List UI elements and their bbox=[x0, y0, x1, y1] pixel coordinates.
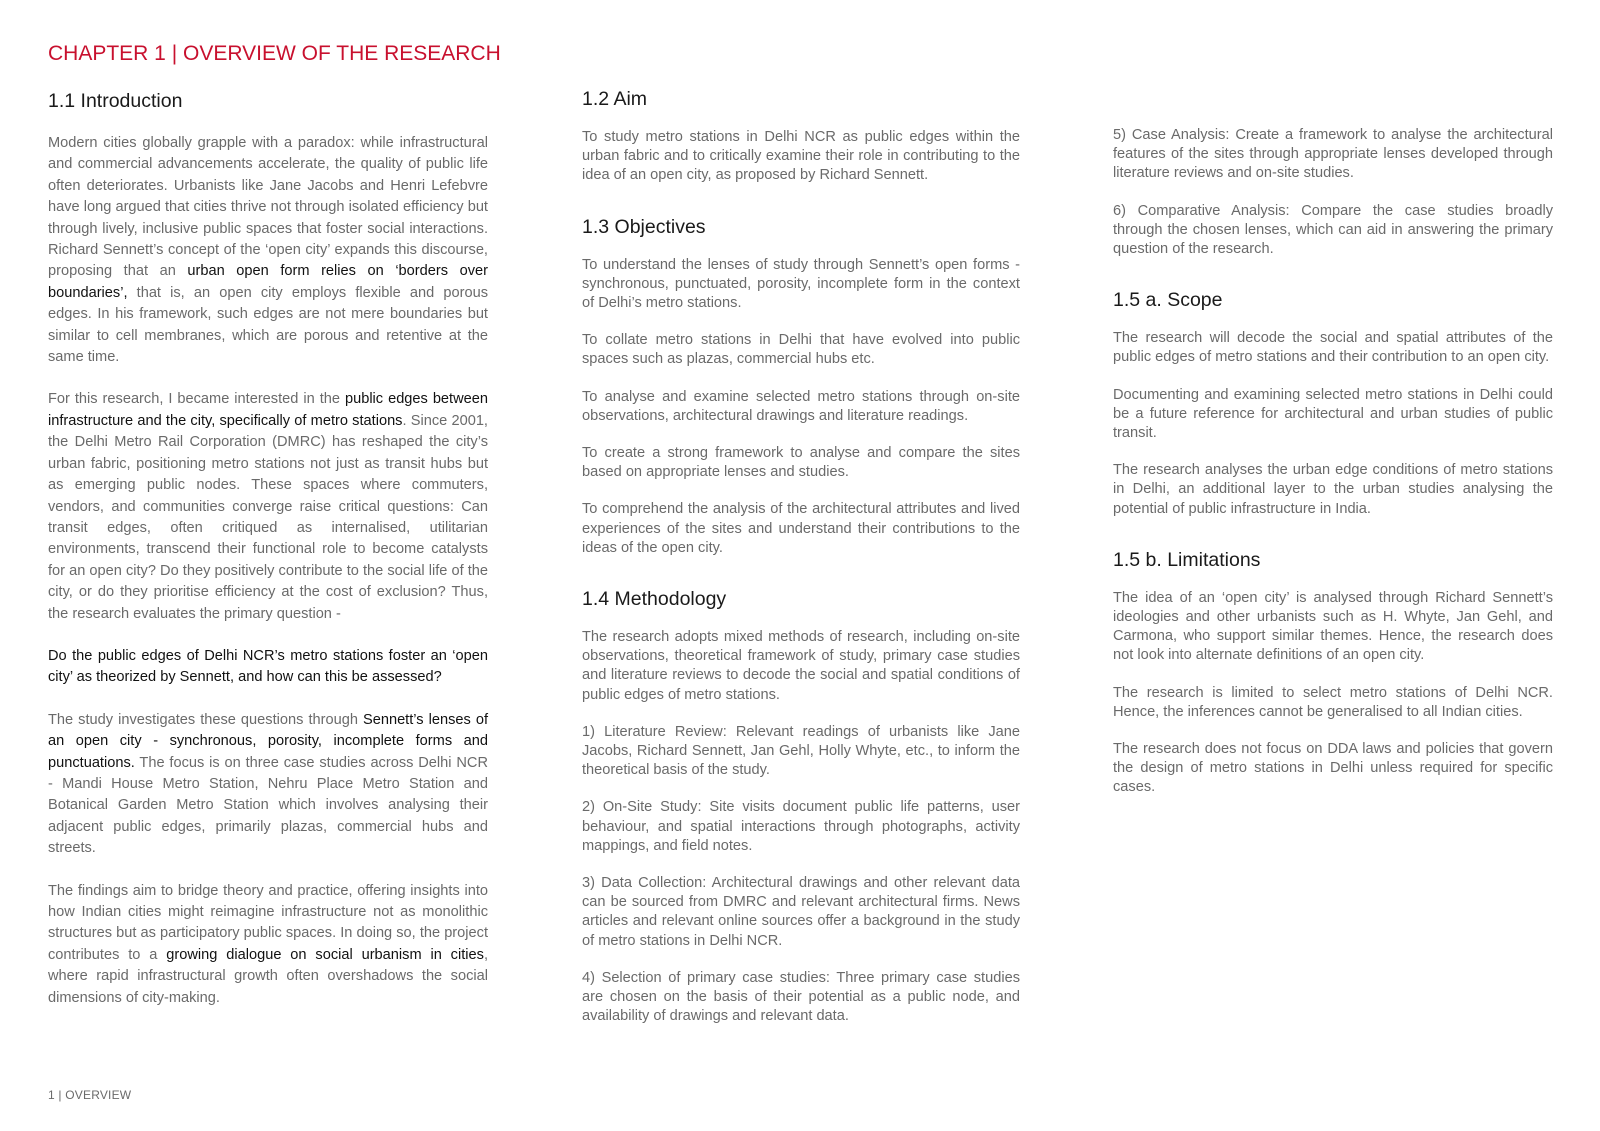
text-run: Modern cities globally grapple with a paradox: while infrastructural and commercial advancements accelerate, the quality of public life often deteriorates. Urbanists like Jane Jacobs and Henri Lefebvre have long argued that cities thrive not through isolated efficiency but through lively, inclusive public spaces that foster social interactions. Richard Sennett’s concept of the ‘open city’ expands this discourse, proposing that an bbox=[48, 135, 488, 280]
section-heading-introduction: 1.1 Introduction bbox=[48, 90, 183, 112]
column-aim-objectives-methodology bbox=[582, 88, 1020, 1027]
objective-item: To understand the lenses of study through Sennett’s open forms - synchronous, punctuated, porosity, incomplete form in the context of Delhi’s metro stations. bbox=[582, 256, 1020, 312]
intro-paragraph bbox=[48, 133, 488, 368]
methodology-item: The research adopts mixed methods of research, including on-site observations, theoretical framework of study, primary case studies and literature reviews to decode the social and spatial conditions of public edges of metro stations. bbox=[582, 629, 1020, 703]
page-footer: 1 | OVERVIEW bbox=[48, 1088, 132, 1102]
section-methodology bbox=[582, 588, 1020, 1026]
section-aim bbox=[582, 88, 1020, 186]
chapter-title: CHAPTER 1 | OVERVIEW OF THE RESEARCH bbox=[48, 42, 501, 65]
methodology-item: 2) On-Site Study: Site visits document public life patterns, user behaviour, and spatial interactions through photographs, activity mappings, and field notes. bbox=[582, 799, 1020, 854]
text-run: For this research, I became interested in the bbox=[48, 391, 345, 408]
limitation-item: The idea of an ‘open city’ is analysed through Richard Sennett’s ideologies and other urbanists such as H. Whyte, Jan Gehl, and Carmona, who support similar themes. Hence, the research does not look into alternate definitions of an open city. bbox=[1113, 589, 1553, 664]
emphasis-text: public edges between infrastructure and the city, specifically of metro stations bbox=[48, 391, 488, 429]
limitation-item: The research does not focus on DDA laws and policies that govern the design of metro stations in Delhi unless required for specific cases. bbox=[1113, 741, 1553, 796]
intro-paragraph bbox=[48, 389, 488, 624]
objective-item: To collate metro stations in Delhi that have evolved into public spaces such as plazas, commercial hubs etc. bbox=[582, 332, 1020, 368]
methodology-item: 5) Case Analysis: Create a framework to analyse the architectural features of the sites through appropriate lenses developed through literature reviews and on-site studies. bbox=[1113, 127, 1553, 182]
methodology-item: 1) Literature Review: Relevant readings of urbanists like Jane Jacobs, Richard Sennett, Jan Gehl, Holly Whyte, etc., to inform the theoretical basis of the study. bbox=[582, 723, 1020, 779]
intro-paragraph bbox=[48, 881, 488, 1009]
column-introduction bbox=[48, 90, 488, 1009]
column-scope-limitations bbox=[1113, 126, 1553, 798]
intro-paragraph bbox=[48, 710, 488, 860]
section-heading-limitations: 1.5 b. Limitations bbox=[1113, 548, 1261, 571]
emphasis-text: urban open form relies on ‘borders over boundaries’, bbox=[48, 263, 488, 301]
emphasis-text: Sennett’s lenses of an open city - synchronous, porosity, incomplete forms and punctuations. bbox=[48, 711, 488, 771]
text-run: that is, an open city employs flexible and porous edges. In his framework, such edges are not mere boundaries but similar to cell membranes, which are porous and retentive at the same time. bbox=[48, 284, 488, 366]
section-heading-aim: 1.2 Aim bbox=[582, 88, 648, 110]
section-objectives bbox=[582, 216, 1020, 558]
text-run: The findings aim to bridge theory and practice, offering insights into how Indian cities might reimagine infrastructure not as monolithic structures but as participatory public spaces. In doing so, the project contributes to a bbox=[48, 882, 488, 963]
objective-item: To create a strong framework to analyse and compare the sites based on appropriate lenses and studies. bbox=[582, 445, 1020, 481]
objective-item: To analyse and examine selected metro stations through on-site observations, architectural drawings and literature readings. bbox=[582, 388, 1020, 424]
section-limitations bbox=[1113, 549, 1553, 798]
aim-text: To study metro stations in Delhi NCR as public edges within the urban fabric and to critically examine their role in contributing to the idea of an open city, as proposed by Richard Sennett. bbox=[582, 129, 1020, 184]
methodology-item: 4) Selection of primary case studies: Three primary case studies are chosen on the basis of their potential as a public node, and availability of drawings and relevant data. bbox=[582, 969, 1020, 1025]
section-heading-objectives: 1.3 Objectives bbox=[582, 215, 706, 238]
section-heading-methodology: 1.4 Methodology bbox=[582, 588, 727, 611]
text-run: , where rapid infrastructural growth often overshadows the social dimensions of city-making. bbox=[48, 946, 488, 1006]
objective-item: To comprehend the analysis of the architectural attributes and lived experiences of the sites and understand their contributions to the ideas of the open city. bbox=[582, 501, 1020, 556]
research-question: Do the public edges of Delhi NCR’s metro stations foster an ‘open city’ as theorized by Sennett, and how can this be assessed? bbox=[48, 647, 488, 686]
section-heading-scope: 1.5 a. Scope bbox=[1113, 289, 1223, 312]
scope-item: Documenting and examining selected metro stations in Delhi could be a future reference for architectural and urban studies of public transit. bbox=[1113, 386, 1553, 442]
methodology-item: 3) Data Collection: Architectural drawings and other relevant data can be sourced from DMRC and relevant architectural firms. News articles and relevant online sources offer a background in the study of metro stations in Delhi NCR. bbox=[582, 875, 1020, 949]
text-run: . Since 2001, the Delhi Metro Rail Corporation (DMRC) has reshaped the city’s urban fabric, positioning metro stations not just as transit hubs but as emerging public nodes. These spaces where commuters, vendors, and communities converge raise critical questions: Can transit edges, often critiqued as internalised, utilitarian environments, transcend their functional role to become catalysts for an open city? Do they positively contribute to the social life of the city, or do they prioritise efficiency at the cost of exclusion? Thus, the research evaluates the primary question - bbox=[48, 412, 488, 622]
section-scope bbox=[1113, 289, 1553, 519]
scope-item: The research will decode the social and spatial attributes of the public edges of metro stations and their contribution to an open city. bbox=[1113, 330, 1553, 366]
section-methodology-continued bbox=[1113, 126, 1553, 259]
limitation-item: The research is limited to select metro stations of Delhi NCR. Hence, the inferences cannot be generalised to all Indian cities. bbox=[1113, 684, 1553, 720]
methodology-item: 6) Comparative Analysis: Compare the case studies broadly through the chosen lenses, which can aid in answering the primary question of the research. bbox=[1113, 202, 1553, 258]
text-run: The study investigates these questions through bbox=[48, 711, 363, 728]
emphasis-text: growing dialogue on social urbanism in cities bbox=[166, 946, 484, 963]
text-run: The focus is on three case studies across Delhi NCR - Mandi House Metro Station, Nehru Place Metro Station and Botanical Garden Metro Station which involves analysing their adjacent public edges, primarily plazas, commercial hubs and streets. bbox=[48, 754, 488, 857]
scope-item: The research analyses the urban edge conditions of metro stations in Delhi, an additional layer to the urban studies analysing the potential of public infrastructure in India. bbox=[1113, 462, 1553, 517]
